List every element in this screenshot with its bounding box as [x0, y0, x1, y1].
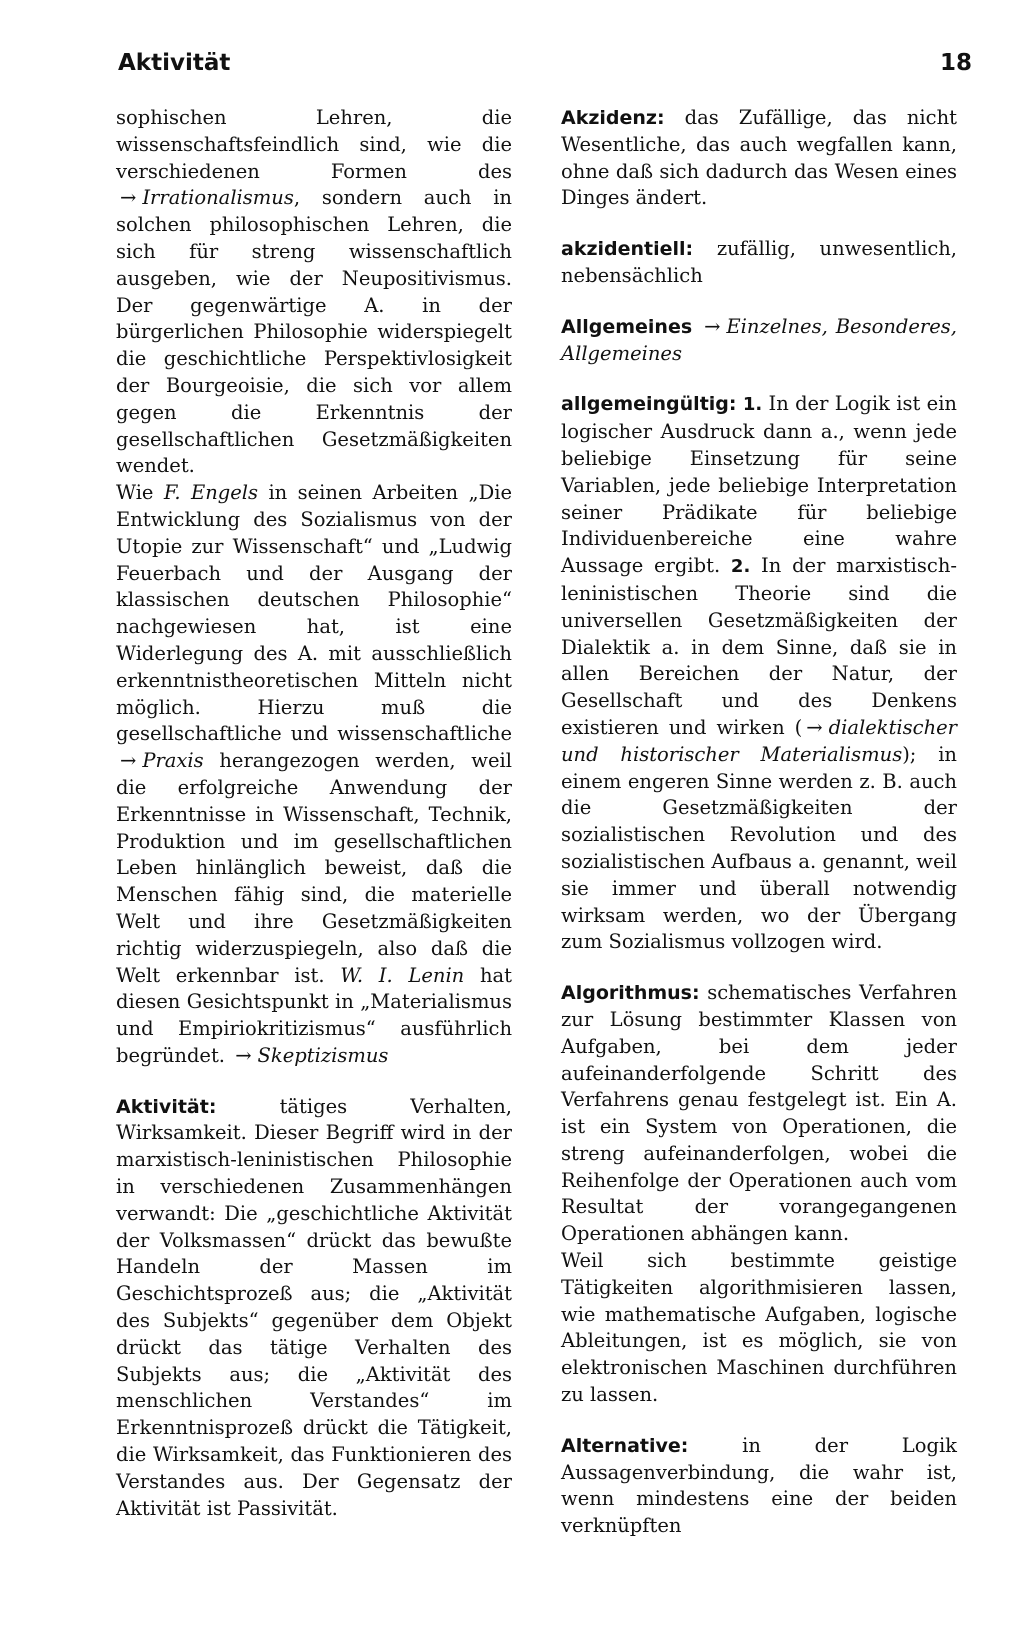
- entry-allgemeines: [561, 314, 957, 368]
- entry-paragraph: Weil sich bestimmte geistige Tätigkeiten algorithmisieren lassen, wie mathematische Aufgaben, logische Ableitungen, ist es möglich, sie von elektronischen Maschinen durchführen zu lassen.: [561, 1249, 957, 1407]
- cross-reference: → Praxis: [116, 749, 204, 772]
- section-number: 2.: [730, 556, 751, 578]
- entry-keyword: Aktivität:: [116, 1095, 217, 1118]
- cross-reference: → dialektischer und historischer Materialismus: [561, 715, 957, 766]
- paragraph-engels: Wie F. Engels in seinen Arbeiten „Die Entwicklung des Sozialismus von der Utopie zur Wissenschaft“ und „Ludwig Feuerbach und der Ausgang der klassischen deutschen Philosophie“ nachgewiesen hat, ist eine Widerlegung des A. mit ausschließlich erkenntnistheoretischen Mitteln nicht möglich. Hierzu muß die gesellschaftliche und wissenschaftliche → Praxis herangezogen werden, weil die erfolgreiche Anwendung der Erkenntnisse in Wissenschaft, Technik, Produktion und im gesellschaftlichen Leben hinlänglich beweist, daß die Menschen fähig sind, die materielle Welt und ihre Gesetzmäßigkeiten richtig widerzuspiegeln, also daß die Welt erkennbar ist. W. I. Lenin hat diesen Gesichtspunkt in „Materialismus und Empiriokritizismus“ ausführlich begründet. → Skeptizismus: [116, 481, 512, 1067]
- entry-alternative: Alternative: in der Logik Aussagenverbindung, die wahr ist, wenn mindestens eine der beiden verknüpften: [561, 1433, 957, 1538]
- arrow-icon: →: [806, 715, 823, 739]
- entry-aktivitaet: Aktivität: tätiges Verhalten, Wirksamkeit. Dieser Begriff wird in der marxistisch-leninistischen Philosophie in verschiedenen Zusammenhängen verwandt: Die „geschichtliche Aktivität der Volksmassen“ drückt das bewußte Handeln der Massen im Geschichtsprozeß aus; die „Aktivität des Subjekts“ gegenüber dem Objekt drückt das tätige Verhalten des Subjekts aus; die „Aktivität des menschlichen Verstandes“ im Erkenntnisprozeß drückt die Tätigkeit, die Wirksamkeit, das Funktionieren des Verstandes aus. Der Gegensatz der Aktivität ist Passivität.: [116, 1094, 512, 1520]
- page-number: 18: [939, 50, 972, 76]
- running-title: Aktivität: [118, 50, 231, 76]
- arrow-icon: →: [120, 186, 137, 210]
- person-name: W. I. Lenin: [340, 963, 465, 987]
- person-name: F. Engels: [163, 481, 259, 505]
- cross-reference: → Skeptizismus: [231, 1044, 388, 1067]
- entry-keyword: Alternative:: [561, 1434, 689, 1457]
- right-column: [561, 105, 957, 1564]
- arrow-icon: →: [235, 1043, 252, 1067]
- entry-keyword: allgemeingültig:: [561, 393, 737, 416]
- entry-akzidentiell: akzidentiell: zufällig, unwesentlich, nebensächlich: [561, 237, 957, 287]
- section-number: 1.: [742, 394, 763, 416]
- continuation-paragraph: sophischen Lehren, die wissenschaftsfeindlich sind, wie die verschiedenen Formen des → Irrationalismus, sondern auch in solchen philosophischen Lehren, die sich für streng wissenschaftlich ausgeben, wie der Neupositivismus. Der gegenwärtige A. in der bürgerlichen Philosophie widerspiegelt die geschichtliche Perspektivlosigkeit der Bourgeoisie, die sich vor allem gegen die Erkenntnis der gesellschaftlichen Gesetzmäßigkeiten wendet.: [116, 106, 512, 478]
- cross-reference: → Einzelnes, Besonderes, Allgemeines: [561, 314, 957, 365]
- entry-keyword: Akzidenz:: [561, 107, 665, 129]
- left-column: [116, 105, 512, 1546]
- cross-reference: → Irrationalismus: [116, 186, 294, 209]
- entry-akzidenz: Akzidenz: das Zufällige, das nicht Wesentliche, das auch wegfallen kann, ohne daß sich dadurch das Wesen eines Dinges ändert.: [561, 106, 957, 210]
- entry-allgemeinguelig: allgemeingültig: 1. In der Logik ist ein logischer Ausdruck dann a., wenn jede beliebige Einsetzung für seine Variablen, jede beliebige Interpretation seiner Prädikate für beliebige Individuenbereiche eine wahre Aussage ergibt. 2. In der marxistisch-leninistischen Theorie sind die universellen Gesetzmäßigkeiten der Dialektik a. in dem Sinne, daß sie in allen Bereichen der Natur, der Gesellschaft und des Denkens existieren und wirken ( → dialektischer und historischer Materialismus); in einem engeren Sinne werden z. B. auch die Gesetzmäßigkeiten der sozialistischen Revolution und des sozialistischen Aufbaus a. genannt, weil sie immer und überall notwendig wirksam werden, wo der Übergang zum Sozialismus vollzogen wird.: [561, 392, 957, 954]
- entry-keyword: Algorithmus:: [561, 982, 700, 1005]
- arrow-icon: →: [120, 749, 137, 773]
- entry-keyword: Allgemeines: [561, 315, 693, 338]
- entry-paragraph: Algorithmus: schematisches Verfahren zur Lösung bestimmter Klassen von Aufgaben, bei dem jeder aufeinanderfolgende Schritt des Verfahrens genau festgelegt ist. Ein A. ist ein System von Operationen, die streng aufeinanderfolgen, wobei die Reihenfolge der Operationen auch vom Resultat der vorangegangenen Operationen abhängen kann.: [561, 981, 957, 1246]
- arrow-icon: →: [704, 314, 721, 338]
- entry-keyword: akzidentiell:: [561, 238, 694, 261]
- entry-algorithmus: [561, 980, 957, 1409]
